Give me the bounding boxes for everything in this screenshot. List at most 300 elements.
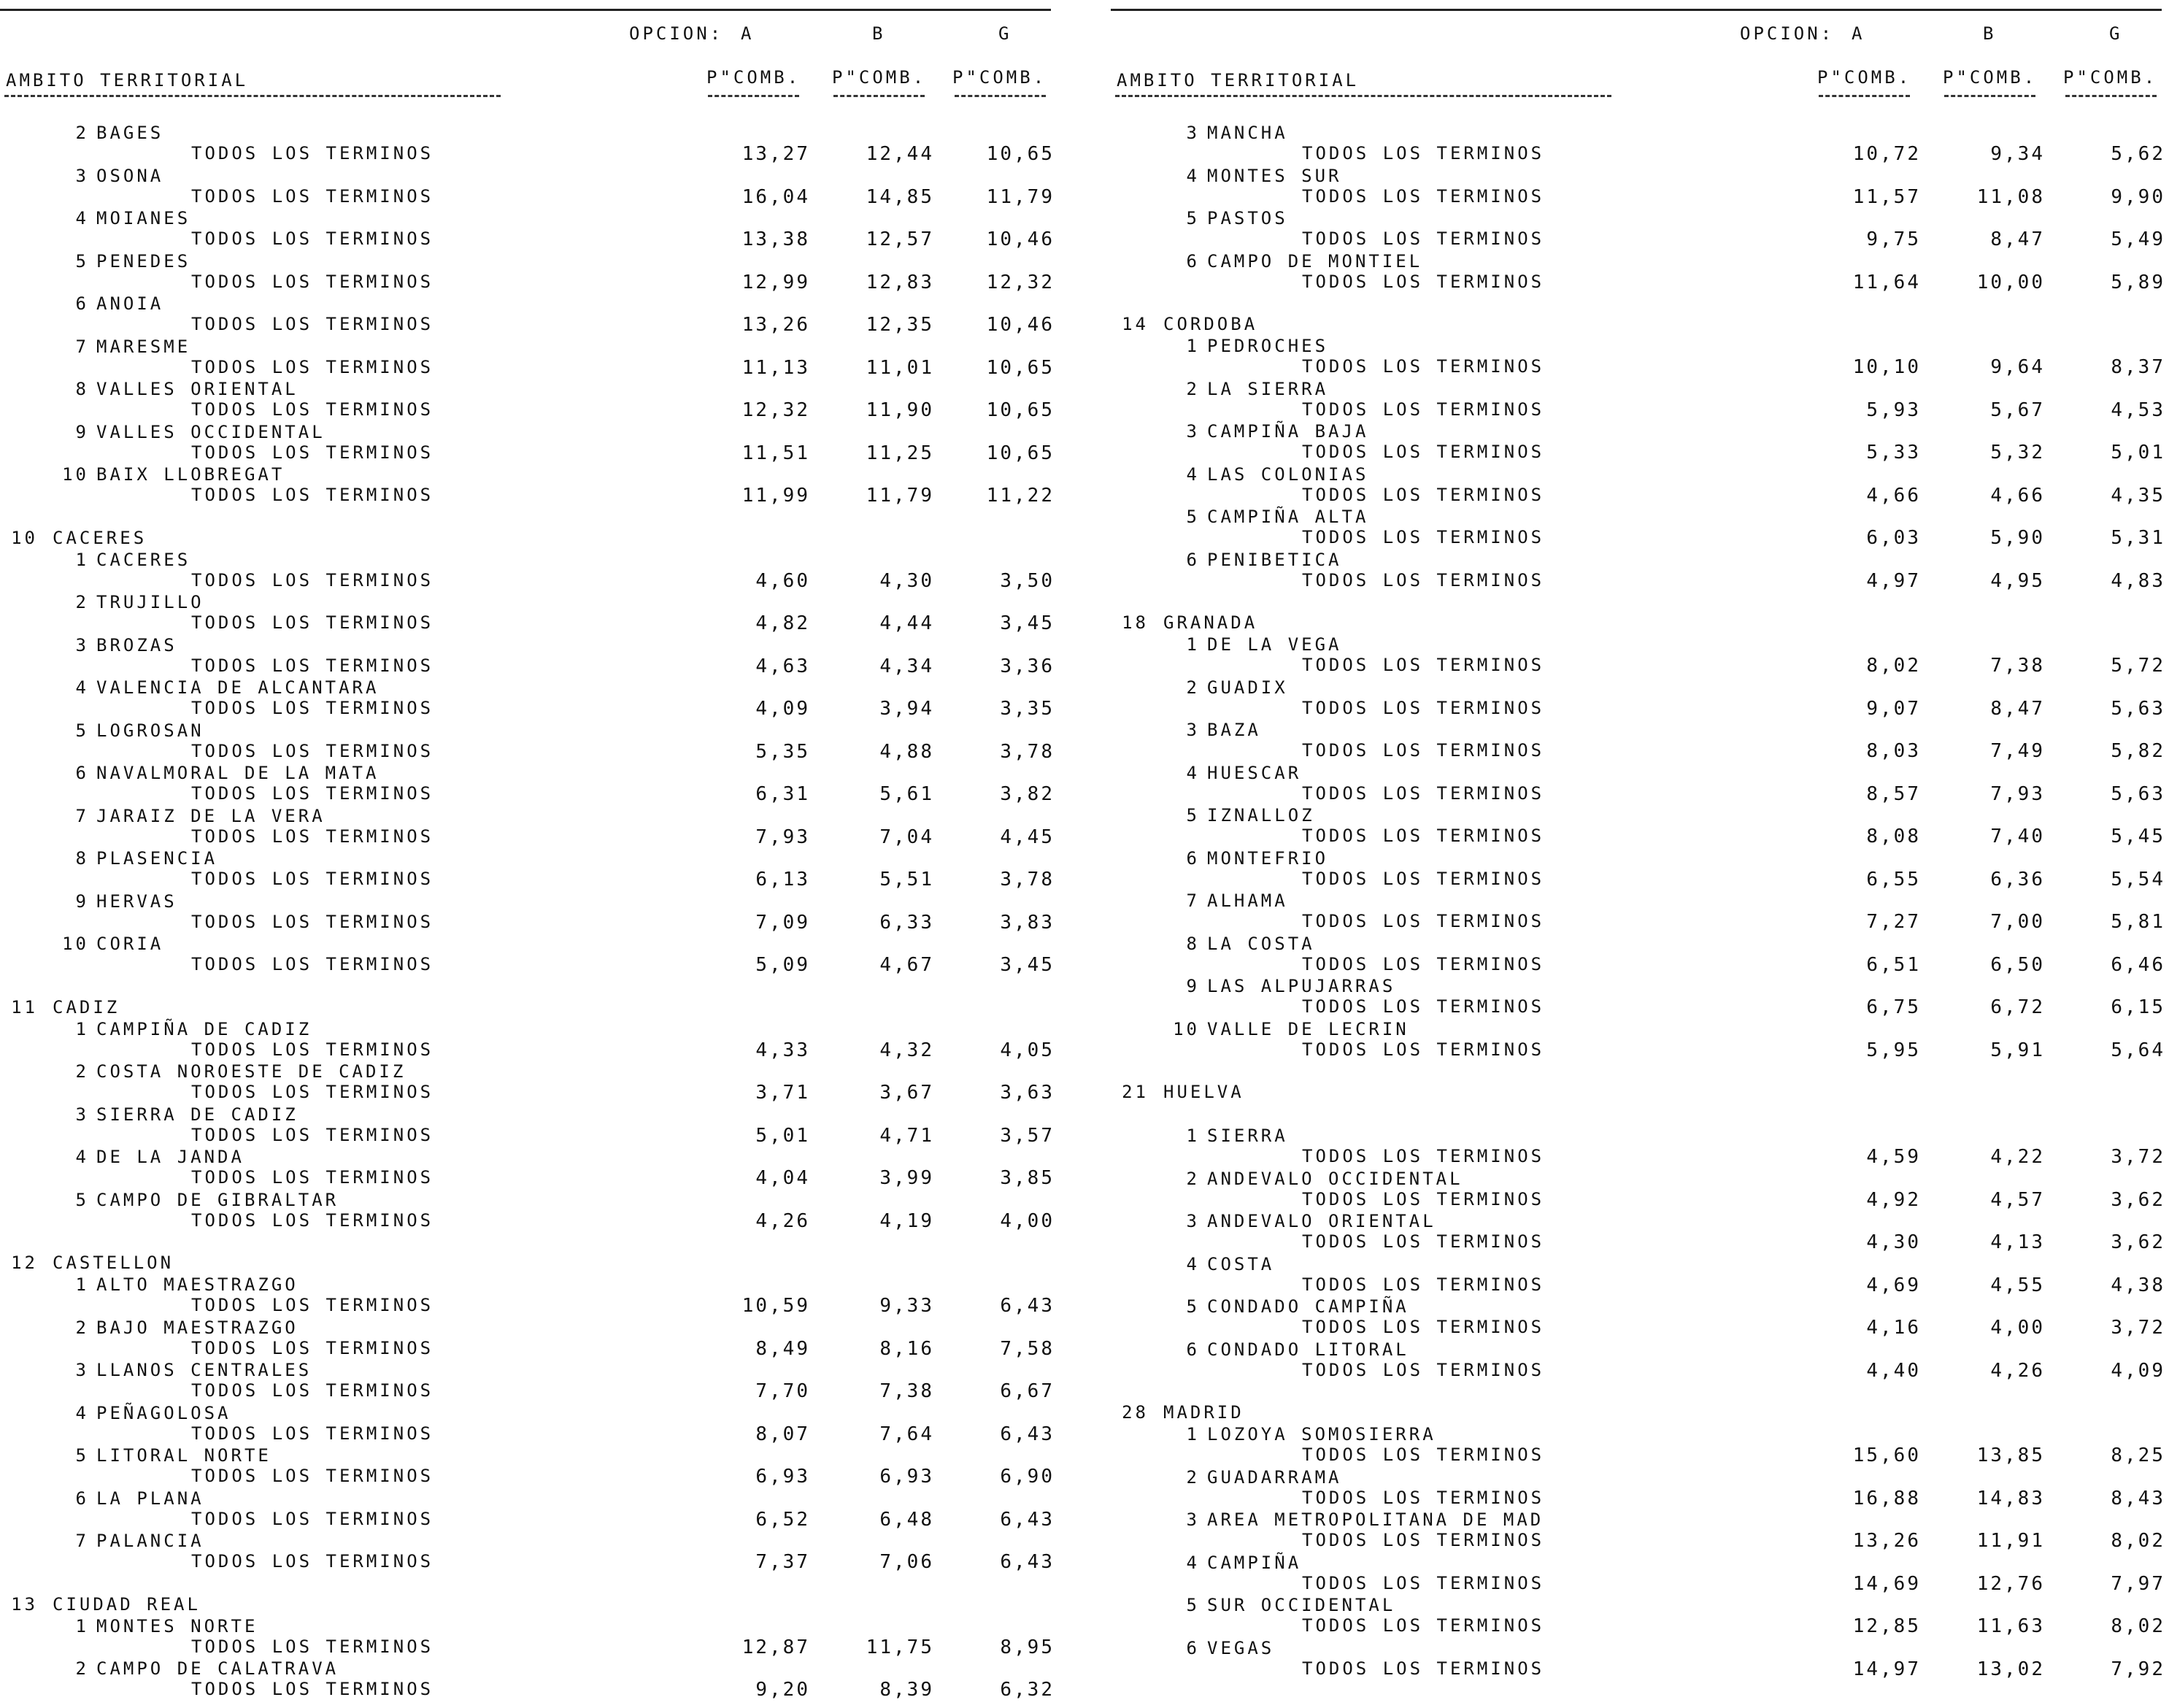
column-g-underline <box>2065 95 2157 97</box>
value-option-b: 11,63 <box>1976 1615 2045 1637</box>
table-row <box>0 1104 1058 1147</box>
scope-label: TODOS LOS TERMINOS <box>191 1209 434 1231</box>
province-name: HUELVA <box>1163 1082 1244 1102</box>
scope-label: TODOS LOS TERMINOS <box>1302 1146 1545 1166</box>
comarca-number: 5 <box>1186 805 1200 826</box>
comarca-number: 4 <box>1186 463 1200 485</box>
value-option-a: 4,40 <box>1866 1359 1921 1382</box>
value-option-a: 11,13 <box>741 356 810 379</box>
scope-label: TODOS LOS TERMINOS <box>191 1380 434 1401</box>
scope-label: TODOS LOS TERMINOS <box>1302 356 1545 377</box>
value-option-b: 6,36 <box>1990 868 2045 890</box>
column-b-underline <box>1944 95 2035 97</box>
value-option-g: 5,72 <box>2111 655 2165 677</box>
value-option-b: 9,33 <box>879 1295 934 1317</box>
value-option-a: 10,72 <box>1852 143 1921 165</box>
top-rule <box>0 9 1051 11</box>
comarca-name: IZNALLOZ <box>1207 805 1315 826</box>
comarca-name: VALLES OCCIDENTAL <box>96 421 325 442</box>
value-option-b: 13,85 <box>1976 1445 2045 1466</box>
value-option-a: 4,97 <box>1866 569 1921 592</box>
value-option-g: 3,72 <box>2111 1146 2165 1168</box>
scope-label: TODOS LOS TERMINOS <box>1302 1445 1545 1465</box>
column-header-b: P"COMB. <box>1943 67 2038 88</box>
comarca-name: LAS ALPUJARRAS <box>1207 976 1396 996</box>
comarca-name: CAMPO DE CALATRAVA <box>96 1658 339 1679</box>
value-option-a: 4,16 <box>1866 1317 1921 1339</box>
value-option-b: 11,91 <box>1976 1530 2045 1552</box>
table-row <box>0 806 1058 849</box>
table-row <box>1111 848 2169 891</box>
comarca-name: BAZA <box>1207 720 1261 740</box>
value-option-a: 4,09 <box>755 698 810 720</box>
comarca-number: 7 <box>75 1531 89 1551</box>
scope-label: TODOS LOS TERMINOS <box>191 1636 434 1657</box>
table-row <box>0 422 1058 465</box>
scope-label: TODOS LOS TERMINOS <box>1302 655 1545 675</box>
table-row <box>0 1616 1058 1659</box>
comarca-number: 7 <box>75 336 89 357</box>
comarca-name: SUR OCCIDENTAL <box>1207 1595 1396 1615</box>
province-heading <box>1111 1082 2169 1104</box>
table-row <box>0 1190 1058 1233</box>
comarca-number: 4 <box>75 677 89 698</box>
value-option-a: 4,59 <box>1866 1146 1921 1168</box>
comarca-number: 3 <box>75 1360 89 1380</box>
comarca-name: CAMPIÑA ALTA <box>1207 507 1369 527</box>
value-option-a: 6,51 <box>1866 953 1921 976</box>
comarca-name: CONDADO LITORAL <box>1207 1339 1409 1360</box>
scope-label: TODOS LOS TERMINOS <box>1302 442 1545 462</box>
comarca-number: 2 <box>1186 677 1200 698</box>
scope-label: TODOS LOS TERMINOS <box>1302 911 1545 931</box>
comarca-name: ALHAMA <box>1207 890 1288 911</box>
table-row <box>1111 1509 2169 1553</box>
value-option-g: 6,32 <box>1000 1679 1055 1701</box>
value-option-a: 6,03 <box>1866 527 1921 549</box>
value-option-b: 11,01 <box>866 356 934 379</box>
value-option-g: 11,22 <box>986 485 1055 507</box>
value-option-g: 3,63 <box>1000 1082 1055 1104</box>
value-option-a: 6,93 <box>755 1466 810 1488</box>
comarca-name: VEGAS <box>1207 1637 1275 1658</box>
value-option-g: 10,65 <box>986 399 1055 421</box>
comarca-name: CAMPIÑA DE CADIZ <box>96 1018 312 1039</box>
value-option-b: 4,88 <box>879 740 934 763</box>
scope-label: TODOS LOS TERMINOS <box>191 442 434 463</box>
comarca-name: LLANOS CENTRALES <box>96 1360 312 1380</box>
value-option-a: 4,69 <box>1866 1274 1921 1296</box>
table-row <box>0 891 1058 934</box>
value-option-a: 13,26 <box>741 314 810 336</box>
comarca-name: CAMPO DE GIBRALTAR <box>96 1189 339 1210</box>
value-option-a: 12,32 <box>741 399 810 421</box>
value-option-g: 4,53 <box>2111 399 2165 421</box>
value-option-a: 6,75 <box>1866 996 1921 1018</box>
value-option-b: 4,30 <box>879 569 934 592</box>
table-row <box>0 336 1058 380</box>
value-option-b: 5,61 <box>879 783 934 805</box>
table-row <box>0 1317 1058 1361</box>
comarca-number: 5 <box>75 1189 89 1210</box>
comarca-name: VALENCIA DE ALCANTARA <box>96 677 380 698</box>
table-row <box>0 293 1058 336</box>
value-option-g: 10,46 <box>986 314 1055 336</box>
value-option-g: 4,05 <box>1000 1039 1055 1061</box>
table-row <box>1111 677 2169 720</box>
comarca-name: HUESCAR <box>1207 762 1302 783</box>
scope-label: TODOS LOS TERMINOS <box>1302 868 1545 889</box>
value-option-a: 9,75 <box>1866 228 1921 250</box>
scope-label: TODOS LOS TERMINOS <box>1302 271 1545 292</box>
value-option-g: 10,65 <box>986 143 1055 165</box>
value-option-b: 9,64 <box>1990 356 2045 378</box>
value-option-a: 4,82 <box>755 612 810 634</box>
comarca-name: VALLES ORIENTAL <box>96 379 298 399</box>
value-option-g: 3,82 <box>1000 783 1055 805</box>
value-option-a: 8,07 <box>755 1423 810 1445</box>
top-rule <box>1111 9 2162 11</box>
comarca-name: ANDEVALO ORIENTAL <box>1207 1211 1436 1231</box>
comarca-name: BROZAS <box>96 634 177 655</box>
value-option-b: 11,08 <box>1976 185 2045 208</box>
comarca-name: MONTEFRIO <box>1207 847 1329 869</box>
value-option-g: 4,35 <box>2111 484 2165 507</box>
comarca-name: SIERRA DE CADIZ <box>96 1104 298 1125</box>
scope-label: TODOS LOS TERMINOS <box>191 1337 434 1358</box>
comarca-number: 4 <box>1186 762 1200 783</box>
value-option-a: 6,52 <box>755 1508 810 1531</box>
table-row <box>1111 1296 2169 1339</box>
value-option-b: 11,90 <box>866 399 934 421</box>
value-option-a: 7,70 <box>755 1380 810 1402</box>
province-number: 21 <box>1122 1082 1149 1102</box>
table-row <box>1111 1254 2169 1297</box>
scope-label: TODOS LOS TERMINOS <box>191 698 434 718</box>
scope-label: TODOS LOS TERMINOS <box>1302 996 1545 1017</box>
table-body <box>1111 123 2169 1680</box>
table-row <box>0 1658 1058 1701</box>
table-row <box>0 1360 1058 1403</box>
value-option-g: 7,97 <box>2111 1572 2165 1595</box>
value-option-b: 4,00 <box>1990 1317 2045 1339</box>
option-b-label: B <box>1983 23 1997 44</box>
scope-label: TODOS LOS TERMINOS <box>1302 569 1545 591</box>
value-option-b: 5,51 <box>879 869 934 890</box>
province-number: 13 <box>11 1593 38 1615</box>
column-g-underline <box>955 95 1046 97</box>
scope-label: TODOS LOS TERMINOS <box>1302 782 1545 804</box>
table-row <box>0 1147 1058 1190</box>
value-option-b: 12,44 <box>866 143 934 165</box>
table-row <box>1111 464 2169 507</box>
comarca-name: OSONA <box>96 165 164 186</box>
option-g-label: G <box>2109 23 2123 44</box>
province-heading <box>0 1253 1058 1274</box>
comarca-number: 7 <box>75 805 89 826</box>
comarca-name: CAMPIÑA BAJA <box>1207 421 1369 442</box>
value-option-b: 6,72 <box>1990 996 2045 1018</box>
value-option-g: 5,82 <box>2111 740 2165 762</box>
table-row <box>0 592 1058 635</box>
comarca-name: DE LA VEGA <box>1207 634 1342 655</box>
value-option-g: 4,45 <box>1000 826 1055 848</box>
comarca-number: 3 <box>1186 1509 1200 1530</box>
value-option-g: 3,72 <box>2111 1317 2165 1339</box>
value-option-a: 5,95 <box>1866 1039 1921 1061</box>
value-option-g: 8,02 <box>2111 1530 2165 1552</box>
value-option-a: 4,04 <box>755 1167 810 1189</box>
comarca-number: 1 <box>1186 1424 1200 1445</box>
scope-label: TODOS LOS TERMINOS <box>191 826 434 847</box>
value-option-a: 4,60 <box>755 569 810 592</box>
ambito-territorial-heading: AMBITO TERRITORIAL <box>1117 70 1360 91</box>
value-option-g: 6,43 <box>1000 1423 1055 1445</box>
comarca-name: PEDROCHES <box>1207 336 1329 356</box>
value-option-g: 5,63 <box>2111 782 2165 805</box>
comarca-number: 6 <box>1186 549 1200 570</box>
scope-label: TODOS LOS TERMINOS <box>1302 1231 1545 1252</box>
value-option-b: 3,94 <box>879 698 934 720</box>
value-option-b: 8,47 <box>1990 228 2045 250</box>
province-heading <box>0 997 1058 1019</box>
table-body <box>0 123 1058 1701</box>
value-option-b: 8,39 <box>879 1679 934 1701</box>
scope-label: TODOS LOS TERMINOS <box>191 954 434 974</box>
scope-label: TODOS LOS TERMINOS <box>1302 1317 1545 1337</box>
value-option-g: 3,62 <box>2111 1231 2165 1253</box>
value-option-a: 5,01 <box>755 1124 810 1147</box>
scope-label: TODOS LOS TERMINOS <box>191 271 434 292</box>
comarca-number: 3 <box>1186 1211 1200 1231</box>
option-b-label: B <box>872 23 886 44</box>
value-option-a: 9,07 <box>1866 697 1921 720</box>
comarca-number: 6 <box>1186 1339 1200 1360</box>
value-option-a: 16,88 <box>1852 1487 1921 1509</box>
value-option-a: 7,37 <box>755 1551 810 1573</box>
comarca-name: LA COSTA <box>1207 933 1315 954</box>
value-option-b: 12,83 <box>866 271 934 293</box>
value-option-g: 10,65 <box>986 356 1055 379</box>
province-heading <box>0 528 1058 550</box>
comarca-number: 2 <box>75 1061 89 1082</box>
comarca-number: 3 <box>1186 421 1200 442</box>
value-option-b: 4,19 <box>879 1209 934 1232</box>
table-row <box>0 763 1058 806</box>
value-option-a: 14,97 <box>1852 1658 1921 1680</box>
comarca-number: 9 <box>75 890 89 912</box>
comarca-number: 3 <box>1186 123 1200 143</box>
table-row <box>1111 720 2169 763</box>
value-option-a: 11,51 <box>741 442 810 464</box>
value-option-b: 6,50 <box>1990 953 2045 976</box>
table-row <box>1111 507 2169 550</box>
table-row <box>1111 251 2169 294</box>
province-name: CACERES <box>53 527 147 548</box>
value-option-b: 5,90 <box>1990 527 2045 549</box>
comarca-name: MONTES SUR <box>1207 165 1342 186</box>
value-option-a: 3,71 <box>755 1082 810 1104</box>
table-row <box>0 720 1058 763</box>
value-option-b: 7,64 <box>879 1423 934 1445</box>
value-option-b: 6,48 <box>879 1508 934 1531</box>
value-option-g: 3,83 <box>1000 911 1055 934</box>
table-row <box>0 208 1058 251</box>
table-row <box>1111 805 2169 848</box>
value-option-g: 5,01 <box>2111 442 2165 463</box>
value-option-g: 3,45 <box>1000 954 1055 976</box>
value-option-g: 4,00 <box>1000 1209 1055 1232</box>
province-name: CORDOBA <box>1163 314 1258 334</box>
value-option-g: 6,67 <box>1000 1380 1055 1402</box>
comarca-number: 10 <box>1173 1018 1200 1039</box>
value-option-b: 14,83 <box>1976 1487 2045 1509</box>
comarca-number: 4 <box>75 1147 89 1167</box>
value-option-g: 3,78 <box>1000 869 1055 890</box>
value-option-b: 4,13 <box>1990 1231 2045 1253</box>
value-option-b: 8,16 <box>879 1337 934 1360</box>
comarca-number: 1 <box>75 549 89 570</box>
table-row <box>1111 1169 2169 1212</box>
section-spacer <box>1111 1104 2169 1126</box>
table-row <box>1111 1467 2169 1510</box>
comarca-name: COSTA <box>1207 1253 1275 1274</box>
comarca-name: ANDEVALO OCCIDENTAL <box>1207 1168 1463 1189</box>
province-name: MADRID <box>1163 1402 1244 1423</box>
value-option-g: 5,64 <box>2111 1039 2165 1061</box>
value-option-a: 12,87 <box>741 1636 810 1658</box>
column-header-a: P"COMB. <box>1817 67 1912 88</box>
value-option-a: 5,33 <box>1866 442 1921 463</box>
scope-label: TODOS LOS TERMINOS <box>1302 228 1545 249</box>
table-row <box>1111 1019 2169 1062</box>
value-option-a: 13,38 <box>741 228 810 250</box>
scope-label: TODOS LOS TERMINOS <box>1302 1615 1545 1636</box>
table-row <box>1111 208 2169 251</box>
value-option-a: 6,55 <box>1866 868 1921 890</box>
value-option-b: 7,49 <box>1990 740 2045 762</box>
comarca-number: 6 <box>75 1488 89 1509</box>
province-number: 12 <box>11 1253 38 1273</box>
value-option-a: 12,99 <box>741 271 810 293</box>
value-option-g: 5,45 <box>2111 826 2165 847</box>
value-option-a: 8,49 <box>755 1337 810 1360</box>
comarca-name: TRUJILLO <box>96 592 204 612</box>
column-header-g: P"COMB. <box>952 67 1047 88</box>
value-option-b: 9,34 <box>1990 143 2045 165</box>
table-row <box>1111 976 2169 1019</box>
table-row <box>1111 890 2169 934</box>
table-row <box>0 635 1058 678</box>
comarca-name: CONDADO CAMPIÑA <box>1207 1296 1409 1317</box>
value-option-b: 14,85 <box>866 185 934 208</box>
scope-label: TODOS LOS TERMINOS <box>191 612 434 633</box>
scope-label: TODOS LOS TERMINOS <box>191 185 434 207</box>
value-option-a: 6,31 <box>755 783 810 805</box>
scope-label: TODOS LOS TERMINOS <box>191 143 434 164</box>
value-option-g: 5,54 <box>2111 868 2165 890</box>
table-row <box>1111 1126 2169 1169</box>
option-a-label: A <box>741 23 755 44</box>
table-row <box>0 934 1058 977</box>
column-b-underline <box>833 95 925 97</box>
comarca-number: 1 <box>1186 1126 1200 1146</box>
value-option-b: 4,57 <box>1990 1188 2045 1211</box>
province-number: 14 <box>1122 314 1149 334</box>
table-row <box>0 166 1058 209</box>
value-option-g: 6,46 <box>2111 953 2165 976</box>
value-option-b: 11,25 <box>866 442 934 464</box>
scope-label: TODOS LOS TERMINOS <box>191 740 434 761</box>
table-row <box>1111 1424 2169 1467</box>
value-option-g: 3,35 <box>1000 698 1055 720</box>
value-option-b: 12,76 <box>1976 1572 2045 1595</box>
value-option-a: 11,57 <box>1852 185 1921 208</box>
table-row <box>0 464 1058 507</box>
value-option-b: 4,26 <box>1990 1359 2045 1382</box>
scope-label: TODOS LOS TERMINOS <box>1302 1572 1545 1593</box>
value-option-g: 3,78 <box>1000 740 1055 763</box>
column-header-a: P"COMB. <box>706 67 801 88</box>
scope-label: TODOS LOS TERMINOS <box>1302 1359 1545 1380</box>
comarca-number: 3 <box>75 165 89 186</box>
comarca-name: MOIANES <box>96 208 191 228</box>
scope-label: TODOS LOS TERMINOS <box>1302 953 1545 974</box>
comarca-number: 5 <box>75 720 89 741</box>
province-number: 28 <box>1122 1402 1149 1423</box>
scope-label: TODOS LOS TERMINOS <box>1302 527 1545 547</box>
scope-label: TODOS LOS TERMINOS <box>191 1466 434 1486</box>
value-option-b: 5,32 <box>1990 442 2045 463</box>
value-option-b: 7,00 <box>1990 911 2045 933</box>
comarca-name: COSTA NOROESTE DE CADIZ <box>96 1061 407 1082</box>
comarca-name: GUADARRAMA <box>1207 1466 1342 1488</box>
value-option-b: 4,22 <box>1990 1146 2045 1168</box>
value-option-g: 11,79 <box>986 185 1055 208</box>
comarca-name: SIERRA <box>1207 1126 1288 1146</box>
comarca-name: PLASENCIA <box>96 848 218 869</box>
comarca-name: LOZOYA SOMOSIERRA <box>1207 1424 1436 1445</box>
value-option-g: 4,38 <box>2111 1274 2165 1296</box>
table-row <box>1111 123 2169 166</box>
value-option-g: 6,43 <box>1000 1508 1055 1531</box>
value-option-b: 10,00 <box>1976 271 2045 293</box>
table-row <box>0 1531 1058 1574</box>
value-option-a: 8,03 <box>1866 740 1921 762</box>
scope-label: TODOS LOS TERMINOS <box>191 1423 434 1444</box>
value-option-a: 10,10 <box>1852 356 1921 378</box>
table-row <box>0 1445 1058 1488</box>
scope-label: TODOS LOS TERMINOS <box>1302 826 1545 846</box>
value-option-b: 7,38 <box>879 1380 934 1402</box>
value-option-g: 5,81 <box>2111 911 2165 933</box>
province-number: 11 <box>11 996 38 1018</box>
province-name: CASTELLON <box>53 1253 174 1273</box>
comarca-name: ALTO MAESTRAZGO <box>96 1274 298 1295</box>
table-row <box>1111 379 2169 422</box>
option-a-label: A <box>1852 23 1865 44</box>
scope-label: TODOS LOS TERMINOS <box>191 1508 434 1529</box>
scope-label: TODOS LOS TERMINOS <box>1302 143 1545 164</box>
scope-label: TODOS LOS TERMINOS <box>191 399 434 420</box>
value-option-a: 7,27 <box>1866 911 1921 933</box>
value-option-b: 6,33 <box>879 911 934 934</box>
comarca-number: 8 <box>1186 933 1200 954</box>
comarca-name: PENEDES <box>96 250 191 272</box>
value-option-g: 8,25 <box>2111 1445 2165 1466</box>
comarca-number: 9 <box>1186 976 1200 996</box>
table-row <box>0 1488 1058 1531</box>
